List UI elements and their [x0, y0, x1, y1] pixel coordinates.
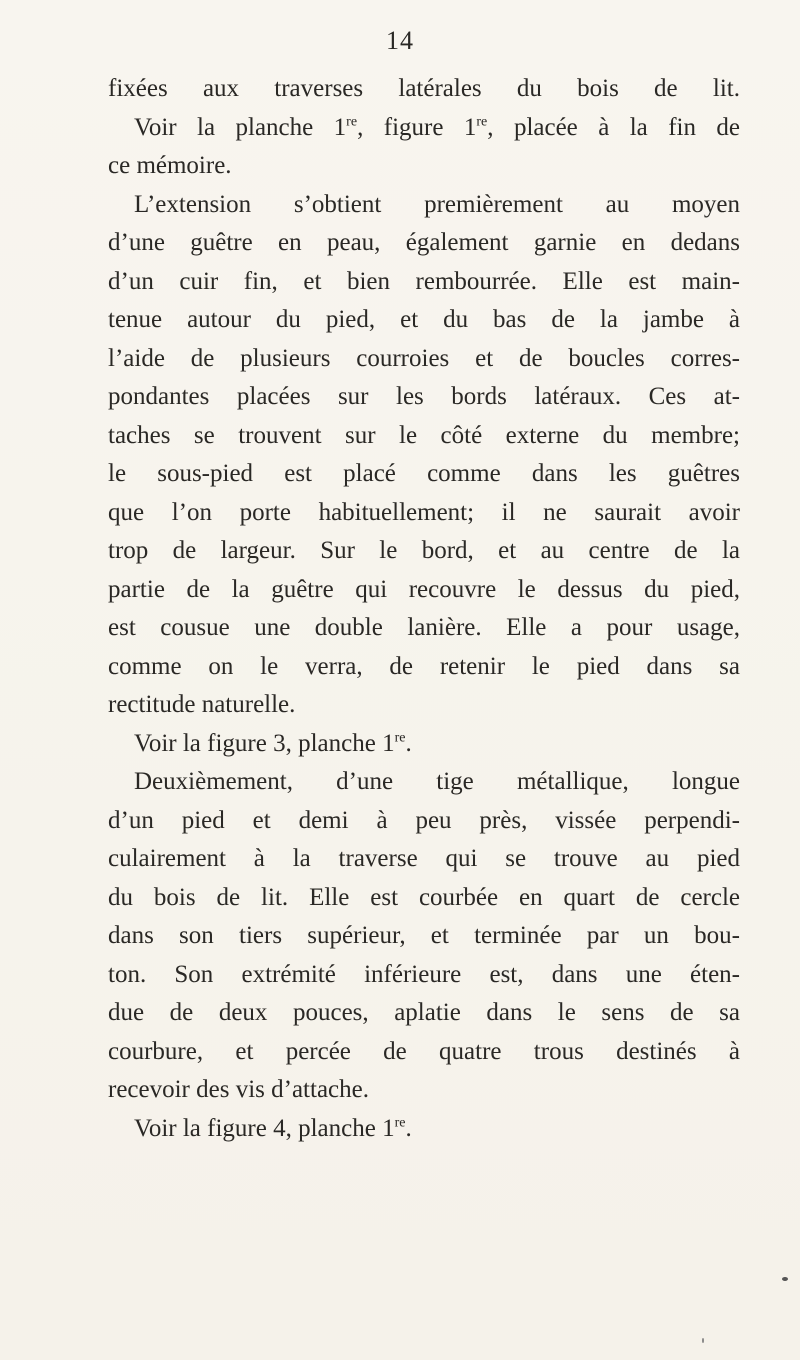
- text-segment: pondantes placées sur les bords latéraux. Ces at-: [108, 383, 740, 410]
- text-segment: rectitude naturelle.: [108, 691, 296, 718]
- text-segment: recevoir des vis d’attache.: [108, 1076, 369, 1103]
- text-line: [108, 417, 740, 456]
- paper-speck: [702, 1338, 704, 1343]
- text-segment: due de deux pouces, aplatie dans le sens de sa: [108, 999, 740, 1026]
- text-line: [108, 994, 740, 1033]
- text-line: [108, 609, 740, 648]
- paper-speck: [782, 1277, 788, 1281]
- text-line: [108, 763, 740, 802]
- text-line: [108, 455, 740, 494]
- text-segment: Voir la planche 1: [134, 113, 347, 141]
- text-line: [108, 532, 740, 571]
- body-text: [108, 70, 740, 1148]
- text-segment: partie de la guêtre qui recouvre le dessus du pied,: [108, 575, 740, 603]
- text-segment: taches se trouvent sur le côté externe du membre;: [108, 421, 740, 449]
- text-line: [108, 686, 740, 725]
- text-line: [108, 648, 740, 687]
- text-segment: d’un cuir fin, et bien rembourrée. Elle est main-: [108, 267, 740, 295]
- superscript: re: [394, 1115, 406, 1131]
- text-segment: tenue autour du pied, et du bas de la jambe à: [108, 306, 740, 333]
- text-segment: .: [405, 729, 412, 757]
- text-segment: ton. Son extrémité inférieure est, dans une éten-: [108, 960, 740, 988]
- text-segment: le sous-pied est placé comme dans les guêtres: [108, 460, 740, 487]
- text-segment: d’un pied et demi à peu près, vissée perpendi-: [108, 806, 740, 834]
- text-line: [108, 879, 740, 918]
- text-line: [108, 840, 740, 879]
- text-segment: que l’on porte habituellement; il ne saurait avoir: [108, 498, 740, 526]
- text-segment: fixées aux traverses latérales du bois de lit.: [108, 75, 740, 102]
- text-segment: Voir la figure 3, planche 1: [134, 729, 395, 757]
- text-line: [108, 1071, 740, 1110]
- text-line: [108, 494, 740, 533]
- text-segment: courbure, et percée de quatre trous destinés à: [108, 1037, 740, 1065]
- text-line: [108, 186, 740, 225]
- text-segment: Deuxièmement, d’une tige métallique, longue: [134, 768, 740, 795]
- page-number: 14: [386, 26, 414, 55]
- text-segment: ce mémoire.: [108, 152, 232, 179]
- text-line: [108, 301, 740, 340]
- text-segment: d’une guêtre en peau, également garnie en dedans: [108, 229, 740, 256]
- text-segment: .: [405, 1114, 412, 1142]
- text-segment: est cousue une double lanière. Elle a pour usage,: [108, 614, 740, 641]
- text-line: [108, 147, 740, 186]
- text-line: [108, 224, 740, 263]
- text-line: [108, 725, 740, 764]
- text-line: [108, 1033, 740, 1072]
- text-segment: trop de largeur. Sur le bord, et au centre de la: [108, 537, 740, 564]
- text-line: [108, 802, 740, 841]
- superscript: re: [394, 730, 406, 746]
- text-segment: l’aide de plusieurs courroies et de boucles corres-: [108, 344, 740, 372]
- text-line: [108, 571, 740, 610]
- text-segment: , placée à la fin de: [487, 113, 740, 141]
- text-segment: dans son tiers supérieur, et terminée par un bou-: [108, 922, 740, 949]
- superscript: re: [346, 114, 358, 130]
- text-line: [108, 378, 740, 417]
- text-segment: comme on le verra, de retenir le pied dans sa: [108, 652, 740, 680]
- text-segment: L’extension s’obtient premièrement au moyen: [134, 190, 740, 218]
- superscript: re: [476, 114, 488, 130]
- text-segment: , figure 1: [357, 113, 477, 141]
- text-line: [108, 70, 740, 109]
- text-line: [108, 109, 740, 148]
- text-segment: Voir la figure 4, planche 1: [134, 1114, 395, 1142]
- text-line: [108, 1110, 740, 1149]
- text-line: [108, 263, 740, 302]
- text-segment: culairement à la traverse qui se trouve au pied: [108, 845, 740, 872]
- text-line: [108, 956, 740, 995]
- text-line: [108, 917, 740, 956]
- text-segment: du bois de lit. Elle est courbée en quart de cercle: [108, 883, 740, 911]
- text-line: [108, 340, 740, 379]
